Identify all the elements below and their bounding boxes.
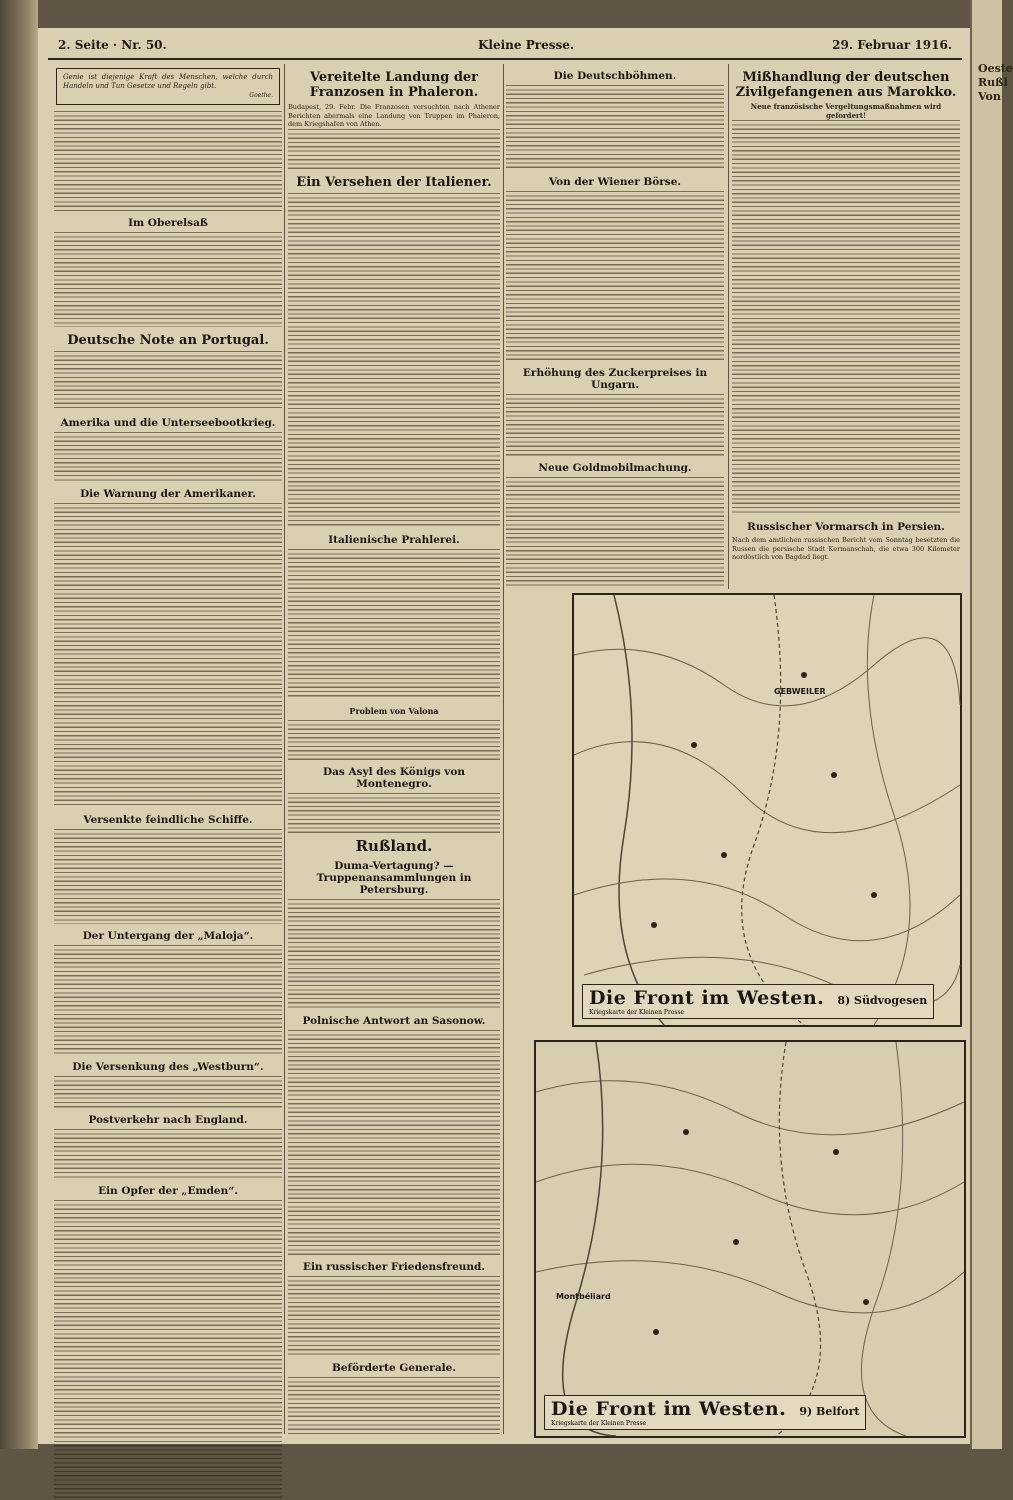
headline-amerika: Amerika und die Unterseebootkrieg. [60,417,276,429]
headline-zucker: Erhöhung des Zuckerpreises in Ungarn. [522,367,708,391]
article-text [54,829,282,924]
article-text [732,120,960,515]
lead-persien: Nach dem amtlichen russischen Bericht vom Sonntag besetzten die Russen die persische Stadt Kermanschah, die etwa 300 Kilometer nordöstlich von Bagdad liegt. [732,536,960,562]
article-text [54,111,282,211]
column-3 [506,64,724,584]
article-text [54,432,282,482]
article-text [288,1030,500,1255]
headline-maloja: Der Untergang der „Maloja“. [82,930,254,942]
quote-text: Genie ist diejenige Kraft des Menschen, welche durch Handeln und Tun Gesetze und Regeln gibt. [63,73,273,90]
map-place-label: GEBWEILER [774,687,826,696]
map-caption [582,984,934,1019]
headline-westburn: Die Versenkung des „Westburn“. [72,1061,264,1073]
headline-portugal: Deutsche Note an Portugal. [67,333,269,348]
article-text [506,85,724,170]
column-4 [732,64,960,584]
headline-generale: Beförderte Generale. [332,1361,456,1374]
headline-montenegro: Das Asyl des Königs von Montenegro. [322,765,466,790]
article-text [288,129,500,169]
headline-russland: Rußland. [355,836,433,855]
article-text [54,351,282,411]
headline-marokko: Mißhandlung der deutschen Zivilgefangenen aus Marokko. [735,70,957,100]
article-text [288,899,500,1009]
column-rule [503,64,504,1434]
headline-italiener: Ein Versehen der Italiener. [296,174,492,190]
map-suedvogesen [572,593,962,1027]
headline-versenkte: Versenkte feindliche Schiffe. [83,814,253,826]
column-1 [54,64,282,1434]
article-text [54,232,282,327]
lead-landung: Budapest, 29. Febr. Die Franzosen versuchten nach Athener Berichten abermals eine Landung von Truppen im Phaleron, dem Kriegshafen von Athen. [288,103,500,129]
article-text [288,720,500,760]
map-caption [544,1395,866,1430]
article-text [54,503,282,808]
map-note: Kriegskarte der Kleinen Presse [551,1420,647,1427]
adjacent-page-text: Oeste Rußl Von [978,62,1013,103]
article-text [288,1276,500,1356]
headline-duma: Duma-Vertagung? — Truppenansammlungen in Petersburg. [316,859,472,896]
page-number: 2. Seite · Nr. 50. [58,38,167,52]
headline-deutschboehmen: Die Deutschböhmen. [553,70,677,82]
headline-gold: Neue Goldmobilmachung. [538,462,692,474]
article-text [506,477,724,587]
map-drawing [574,595,960,1025]
map-title: Die Front im Westen. [589,987,825,1009]
headline-england: Postverkehr nach England. [88,1114,248,1126]
headline-landung: Vereitelte Landung der Franzosen in Phaleron. [309,70,479,100]
article-text [506,394,724,456]
subhead-marokko: Neue französische Vergeltungsmaßnahmen wird gefordert! [750,102,942,120]
article-text [288,1377,500,1437]
article-text [54,1200,282,1500]
headline-boerse: Von der Wiener Börse. [548,176,682,188]
map-note: Kriegskarte der Kleinen Presse [589,1009,685,1016]
headline-sasonow: Polnische Antwort an Sasonow. [302,1014,486,1027]
map-subtitle: 9) Belfort [799,1405,860,1418]
article-text [288,193,500,528]
quote-box [56,68,280,105]
newspaper-page [38,28,970,1444]
issue-date: 29. Februar 1916. [832,38,952,52]
column-2 [288,64,500,1434]
masthead: Kleine Presse. [478,38,575,52]
headline-friedensfreund: Ein russischer Friedensfreund. [302,1260,486,1273]
map-belfort [534,1040,966,1438]
map-title: Die Front im Westen. [551,1398,787,1420]
headline-emden: Ein Opfer der „Emden“. [98,1185,238,1197]
binding-edge-left [0,0,38,1449]
headline-persien: Russischer Vormarsch in Persien. [747,521,945,534]
map-place-label: Montbéliard [556,1292,611,1301]
adjacent-page-edge [970,0,1013,1449]
column-rule [284,64,285,1434]
headline-oberelsass: Im Oberelsaß [128,217,208,229]
article-text [506,191,724,361]
map-drawing [536,1042,964,1436]
article-text [54,1076,282,1108]
map-subtitle: 8) Südvogesen [837,994,928,1007]
headline-prahlerei: Italienische Prahlerei. [328,533,460,546]
article-text [288,549,500,699]
headline-warnung: Die Warnung der Amerikaner. [80,488,256,500]
article-text [54,1129,282,1179]
headline-valona: Problem von Valona [349,705,439,716]
quote-author: Goethe. [249,92,273,99]
article-text [288,793,500,833]
column-rule [728,64,729,589]
page-header [48,36,962,60]
article-text [54,945,282,1055]
